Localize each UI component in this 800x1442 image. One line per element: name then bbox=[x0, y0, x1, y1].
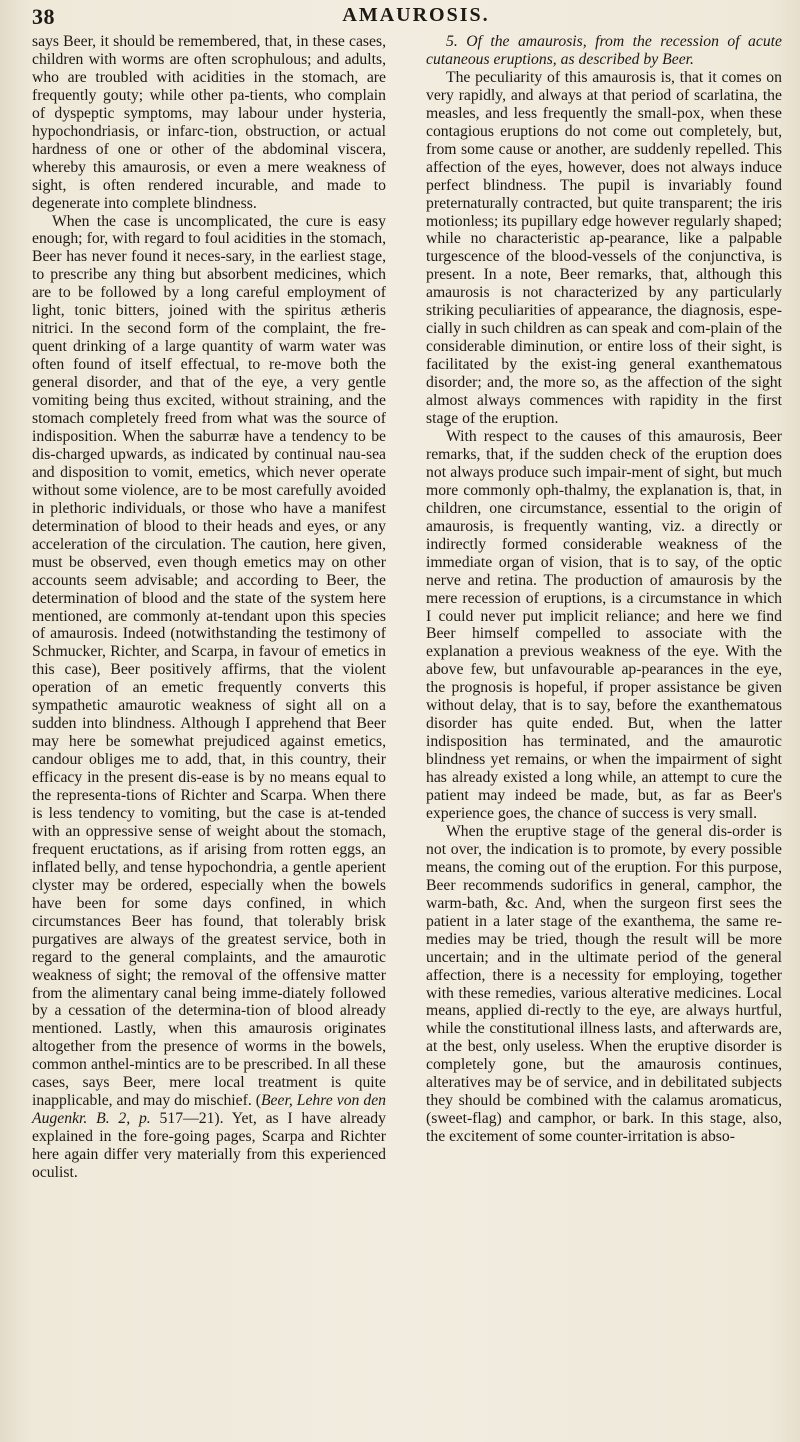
paragraph-treatment-text: When the case is uncomplicated, the cure is easy enough; for, with regard to foul acidities in the stomach, Beer has never found it neces-sary, in the earliest stage, to prescribe any thing but absorbent medicines, which are to be followed by a long careful employment of light, tonic bitters, joined with the spiritus ætheris nitrici. In the second form of the complaint, the fre-quent drinking of a large quantity of warm water was often found of itself effectual, to re-move both the general disorder, and that of the eye, a very gentle vomiting being thus excited, without straining, and the stomach completely freed from what was the source of indisposition. When the saburræ have a tendency to be dis-charged upwards, as indicated by continual nau-sea and disposition to vomit, emetics, which never operate without some violence, are to be most carefully avoided in plethoric individuals, or those who have a manifest determination of blood to their heads and eyes, or any acceleration of the circulation. The caution, here given, must be observed, even though emetics may on other accounts seem advisable; and according to Beer, the determination of blood and the state of the system here mentioned, are commonly at-tendant upon this species of amaurosis. Indeed (notwithstanding the testimony of Schmucker, Richter, and Scarpa, in favour of emetics in this case), Beer positively affirms, that the violent operation of an emetic frequently converts this sympathetic amaurotic weakness of sight all on a sudden into blindness. Although I apprehend that Beer may here be somewhat prejudiced against emetics, candour obliges me to add, that, in this country, their efficacy in the present dis-ease is by no means equal to the representa-tions of Richter and Scarpa. When there is less tendency to vomiting, but the case is at-tended with an oppressive sense of weight about the stomach, frequent eructations, as if arising from rotten eggs, an inflated belly, and tense hypochondria, a gentle aperient clyster may be ordered, especially when the bowels have been for some days confined, in which circumstances Beer has found, that tolerably brisk purgatives are always of the greatest service, both in regard to the general complaints, and the amaurotic weakness of sight; the removal of the offensive matter from the alimentary canal being imme-diately followed by a cessation of the determina-tion of blood already mentioned. Lastly, when this amaurosis originates altogether from the presence of worms in the bowels, common anthel-mintics are to be prescribed. In all these cases, says Beer, mere local treatment is quite inapplicable, and may do mischief. ( bbox=[32, 212, 386, 1110]
paragraph-peculiarity: The peculiarity of this amaurosis is, that it comes on very rapidly, and always at that period of scarlatina, the measles, and less frequently the small-pox, when these contagious eruptions do not come out completely, but, from some cause or another, are suddenly repelled. This affection of the eyes, however, does not always induce perfect blindness. The pupil is invariably found preternaturally contracted, but quite transparent; the iris motionless; its pupillary edge however regularly shaped; while no characteristic ap-pearance, like a palpable turgescence of the blood-vessels of the conjunctiva, is present. In a note, Beer remarks, that, although this amaurosis is not characterized by any particularly striking peculiarities of appearance, the diagnosis, espe-cially in such children as can speak and com-plain of the considerable diminution, or entire loss of their sight, is facilitated by the exist-ing general exanthematous disorder; and, the more so, as the affection of the sight almost always commences with rapidity in the first stage of the eruption. bbox=[426, 68, 782, 428]
paragraph-eruptive-stage: When the eruptive stage of the general dis-order is not over, the indication is to promote, by every possible means, the coming out of the eruption. For this purpose, Beer recommends sudorifics in general, camphor, the warm-bath, &c. And, when the surgeon first sees the patient in a later stage of the exanthema, the same re-medies may be tried, though the result will be more uncertain; and in the ultimate period of the general affection, there is a necessity for employing, together with these remedies, various alterative medicines. Local means, applied di-rectly to the eye, are always hurtful, while the constitutional illness lasts, and afterwards are, at the best, only useless. When the eruptive disorder is completely gone, but the amaurosis continues, alteratives may be of service, and in debilitated subjects they should be combined with the calamus aromaticus, (sweet-flag) and camphor, or bark. In this stage, also, the excitement of some counter-irritation is abso- bbox=[426, 822, 782, 1146]
running-head: AMAUROSIS. bbox=[342, 4, 490, 26]
right-column bbox=[426, 33, 782, 1146]
citation: Beer, Lehre von den Augenkr. B. 2, p. bbox=[32, 1092, 386, 1128]
paragraph-treatment-tail: 517—21). Yet, as I have already explained in the fore-going pages, Scarpa and Richter here again differ very materially from this experienced oculist. bbox=[32, 1110, 386, 1182]
paragraph-continued: says Beer, it should be remembered, that, in these cases, children with worms are often scrophulous; and adults, who are troubled with acidities in the stomach, are frequently gouty; while other pa-tients, who complain of dyspeptic symptoms, may labour under hysteria, hypochondriasis, or infarc-tion, obstruction, or actual hardness of one or other of the abdominal viscera, whereby this amaurosis, or even a mere weakness of sight, is often rendered incurable, and made to degenerate into complete blindness. bbox=[32, 33, 386, 212]
section-heading: 5. Of the amaurosis, from the recession of acute cutaneous eruptions, as described by Beer. bbox=[426, 33, 782, 68]
paragraph-causes: With respect to the causes of this amaurosis, Beer remarks, that, if the sudden check of the eruption does not always produce such impair-ment of sight, but much more commonly oph-thalmy, the explanation is, that, in children, one circumstance, essential to the origin of amaurosis, is frequently wanting, viz. a directly or indirectly formed considerable weakness of the immediate organ of vision, that is to say, of the optic nerve and retina. The production of amaurosis by the mere recession of eruptions, is a circumstance in which I could never put implicit reliance; and here we find Beer himself compelled to associate with the explanation a previous weakness of the eye. With the above few, but unfavourable ap-pearances in the eye, the prognosis is hopeful, if proper assistance be given without delay, that is to say, before the exanthematous disorder has quite ended. But, when the latter indisposition has terminated, and the amaurotic blindness yet remains, or when the impairment of sight has already existed a long while, an attempt to cure the patient may indeed be made, but, as far as Beer's experience goes, the chance of success is very small. bbox=[426, 427, 782, 822]
page-header bbox=[32, 4, 780, 30]
page-number: 38 bbox=[32, 4, 55, 29]
paragraph-treatment bbox=[32, 213, 386, 1182]
left-column bbox=[32, 33, 386, 1182]
